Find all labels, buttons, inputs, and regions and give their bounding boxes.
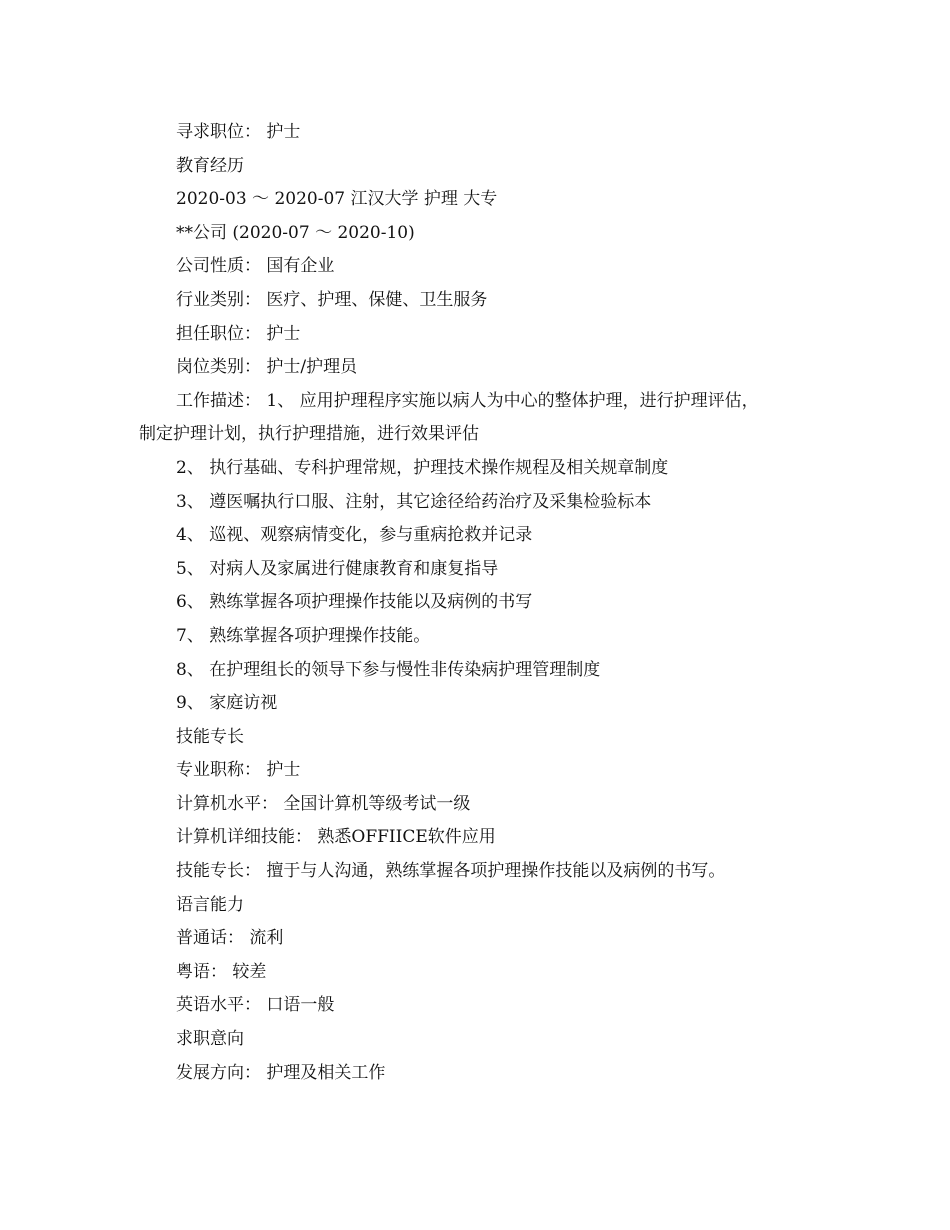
position-line: 担任职位： 护士 [176,323,301,344]
work-description-line-2: 制定护理计划，执行护理措施，进行效果评估 [139,424,479,445]
professional-title-line: 专业职称： 护士 [176,760,301,781]
work-description-line-1: 工作描述： 1、 应用护理程序实施以病人为中心的整体护理，进行护理评估， [176,390,759,411]
duty-item: 3、 遵医嘱执行口服、注射，其它途径给药治疗及采集检验标本 [176,491,652,512]
resume-body [139,116,836,1090]
company-nature-line: 公司性质： 国有企业 [176,256,335,277]
english-line: 英语水平： 口语一般 [176,995,335,1016]
duty-item: 6、 熟练掌握各项护理操作技能以及病例的书写 [176,592,533,613]
education-entry: 2020-03 ～ 2020-07 江汉大学 护理 大专 [176,189,498,210]
education-heading: 教育经历 [176,155,244,176]
duty-item: 4、 巡视、观察病情变化，参与重病抢救并记录 [176,525,533,546]
duty-item: 7、 熟练掌握各项护理操作技能。 [176,625,431,646]
company-entry: **公司 (2020-07 ～ 2020-10) [176,222,415,243]
computer-skills-line: 计算机详细技能： 熟悉OFFIICE软件应用 [176,827,496,848]
language-heading: 语言能力 [176,894,244,915]
computer-level-line: 计算机水平： 全国计算机等级考试一级 [176,793,471,814]
job-sought-line: 寻求职位： 护士 [176,122,301,142]
mandarin-line: 普通话： 流利 [176,928,284,949]
duty-item: 5、 对病人及家属进行健康教育和康复指导 [176,558,499,579]
duty-item: 9、 家庭访视 [176,693,278,714]
career-direction-line: 发展方向： 护理及相关工作 [176,1062,386,1083]
duty-item: 2、 执行基础、专科护理常规，护理技术操作规程及相关规章制度 [176,457,669,478]
duty-item: 8、 在护理组长的领导下参与慢性非传染病护理管理制度 [176,659,601,680]
intention-heading: 求职意向 [176,1029,244,1050]
cantonese-line: 粤语： 较差 [176,961,267,982]
industry-line: 行业类别： 医疗、护理、保健、卫生服务 [176,289,488,310]
job-category-line: 岗位类别： 护士/护理员 [176,357,358,378]
skills-heading: 技能专长 [176,726,244,747]
skill-specialty-line: 技能专长： 擅于与人沟通，熟练掌握各项护理操作技能以及病例的书写。 [176,861,726,882]
